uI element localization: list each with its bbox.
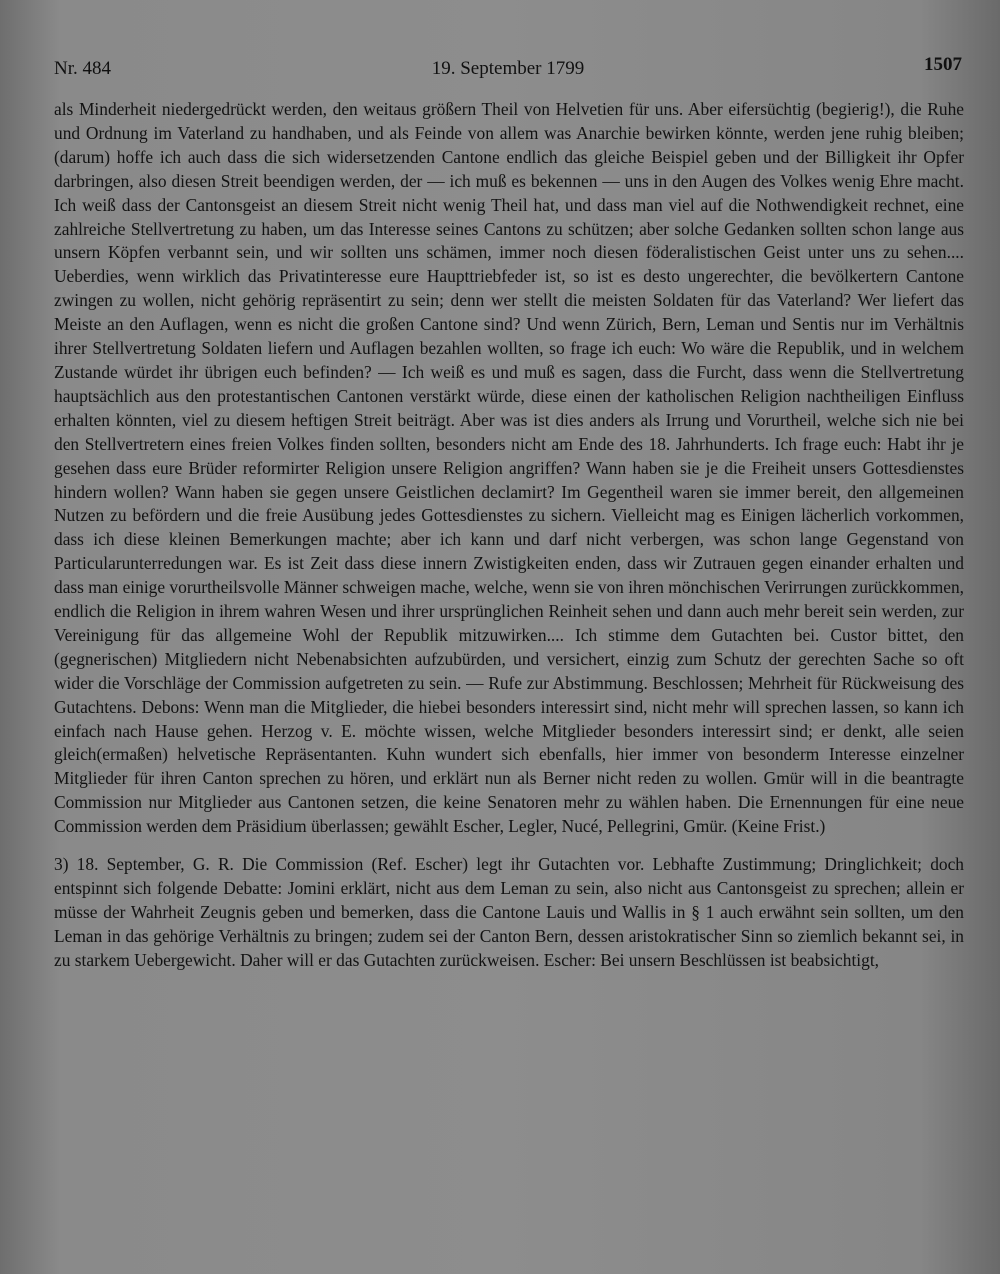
- paragraph-section-3: 3) 18. September, G. R. Die Commission (Ref. Escher) legt ihr Gutachten vor. Lebhafte Zustimmung; Dringlichkeit; doch entspinnt sich folgende Debatte: Jomini erklärt, nicht aus dem Leman zu sein, also nicht aus Cantonsgeist zu sprechen; allein er müsse der Wahrheit Zeugnis geben und bemerken, dass die Cantone Lauis und Wallis in § 1 auch erwähnt sein sollten, um den Leman in das gehörige Verhältnis zu bringen; zudem sei der Canton Bern, dessen aristokratischer Sinn so ziemlich bekannt sei, in zu starkem Uebergewicht. Daher will er das Gutachten zurückweisen. Escher: Bei unsern Beschlüssen ist beabsichtigt,: [54, 854, 964, 970]
- document-number: Nr. 484: [54, 58, 111, 79]
- page-number: 1507: [924, 54, 962, 75]
- paragraph-main: als Minderheit niedergedrückt werden, den weitaus größern Theil von Helvetien für uns. Aber eifersüchtig (begierig!), die Ruhe und Ordnung im Vaterland zu handhaben, und als Feinde von allem was Anarchie bewirken könnte, werden jene ruhig bleiben; (darum) hoffe ich auch dass die sich widersetzenden Cantone endlich das gleiche Beispiel geben und der Billigkeit ihr Opfer darbringen, also diesen Streit beendigen werden, der — ich muß es bekennen — uns in den Augen des Volkes wenig Ehre macht. Ich weiß dass der Cantonsgeist an diesem Streit nicht wenig Theil hat, und dass man viel auf die Nothwendigkeit rechnet, eine zahlreiche Stellvertretung zu haben, um das Interesse seines Cantons zu schützen; aber solche Gedanken sollten schon lange aus unsern Köpfen verbannt sein, und wir sollten uns schämen, immer noch diesen föderalistischen Geist unter uns zu sehen.... Ueberdies, wenn wirklich das Privatinteresse eure Haupttriebfeder ist, so ist es desto ungerechter, die bevölkertern Cantone zwingen zu wollen, nicht gehörig repräsentirt zu sein; denn wer stellt die meisten Soldaten für das Vaterland? Wer liefert das Meiste an den Auflagen, wenn es nicht die großen Cantone sind? Und wenn Zürich, Bern, Leman und Sentis nur im Verhältnis ihrer Stellvertretung Soldaten liefern und Auflagen bezahlen wollten, so frage ich euch: Wo wäre die Republik, und in welchem Zustande würdet ihr übrigen euch befinden? — Ich weiß es und muß es sagen, dass die Furcht, dass wenn die Stellvertretung hauptsächlich aus den protestantischen Cantonen verstärkt würde, diese einen der katholischen Religion nachtheiligen Einfluss erhalten könnten, viel zu diesem heftigen Streit beiträgt. Aber was ist dies anders als Irrung und Vorurtheil, welche sich nie bei den Stellvertretern eines freien Volkes finden sollten, besonders nicht am Ende des 18. Jahrhunderts. Ich frage euch: Habt ihr je gesehen dass eure Brüder reformirter Religion unsere Religion angriffen? Wann haben sie je die Freiheit unsers Gottesdienstes hindern wollen? Wann haben sie gegen unsere Geistlichen declamirt? Im Gegentheil waren sie immer bereit, den allgemeinen Nutzen zu befördern und die freie Ausübung jedes Gottesdienstes zu sichern. Vielleicht mag es Einigen lächerlich vorkommen, dass ich diese kleinen Bemerkungen machte; aber ich kann und darf nicht verbergen, was schon lange Gegenstand von Particularunterredungen war. Es ist Zeit dass diese innern Zwistigkeiten enden, dass wir Zutrauen gegen einander erhalten und dass man einige vorurtheilsvolle Männer schweigen mache, welche, wenn sie von ihren mönchischen Verirrungen zurückkommen, endlich die Religion in ihrem wahren Wesen und ihrer ursprünglichen Reinheit sehen und dann auch mehr bereit sein werden, zur Vereinigung für das allgemeine Wohl der Republik mitzuwirken.... Ich stimme dem Gutachten bei. Custor bittet, den (gegnerischen) Mitgliedern nicht Nebenabsichten aufzubürden, und versichert, einzig zum Schutz der gerechten Sache so oft wider die Vorschläge der Commission aufgetreten zu sein. — Rufe zur Abstimmung. Beschlossen; Mehrheit für Rückweisung des Gutachtens. Debons: Wenn man die Mitglieder, die hiebei besonders interessirt sind, nicht mehr will sprechen lassen, so kann ich einfach nach Hause gehen. Herzog v. E. möchte wissen, welche Mitglieder besonders interessirt sind; er denkt, alle seien gleich(ermaßen) helvetische Repräsentanten. Kuhn wundert sich ebenfalls, hier immer von besonderm Interesse einzelner Mitglieder für ihren Canton sprechen zu hören, und erklärt nun als Berner nicht reden zu wollen. Gmür will in die beantragte Commission nur Mitglieder aus Cantonen setzen, die keine Senatoren mehr zu wählen haben. Die Ernennungen für eine neue Commission werden dem Präsidium überlassen; gewählt Escher, Legler, Nucé, Pellegrini, Gmür. (Keine Frist.): [54, 99, 964, 837]
- page-header: [54, 54, 962, 88]
- page-body: [54, 98, 964, 973]
- page-date: 19. September 1799: [431, 58, 585, 79]
